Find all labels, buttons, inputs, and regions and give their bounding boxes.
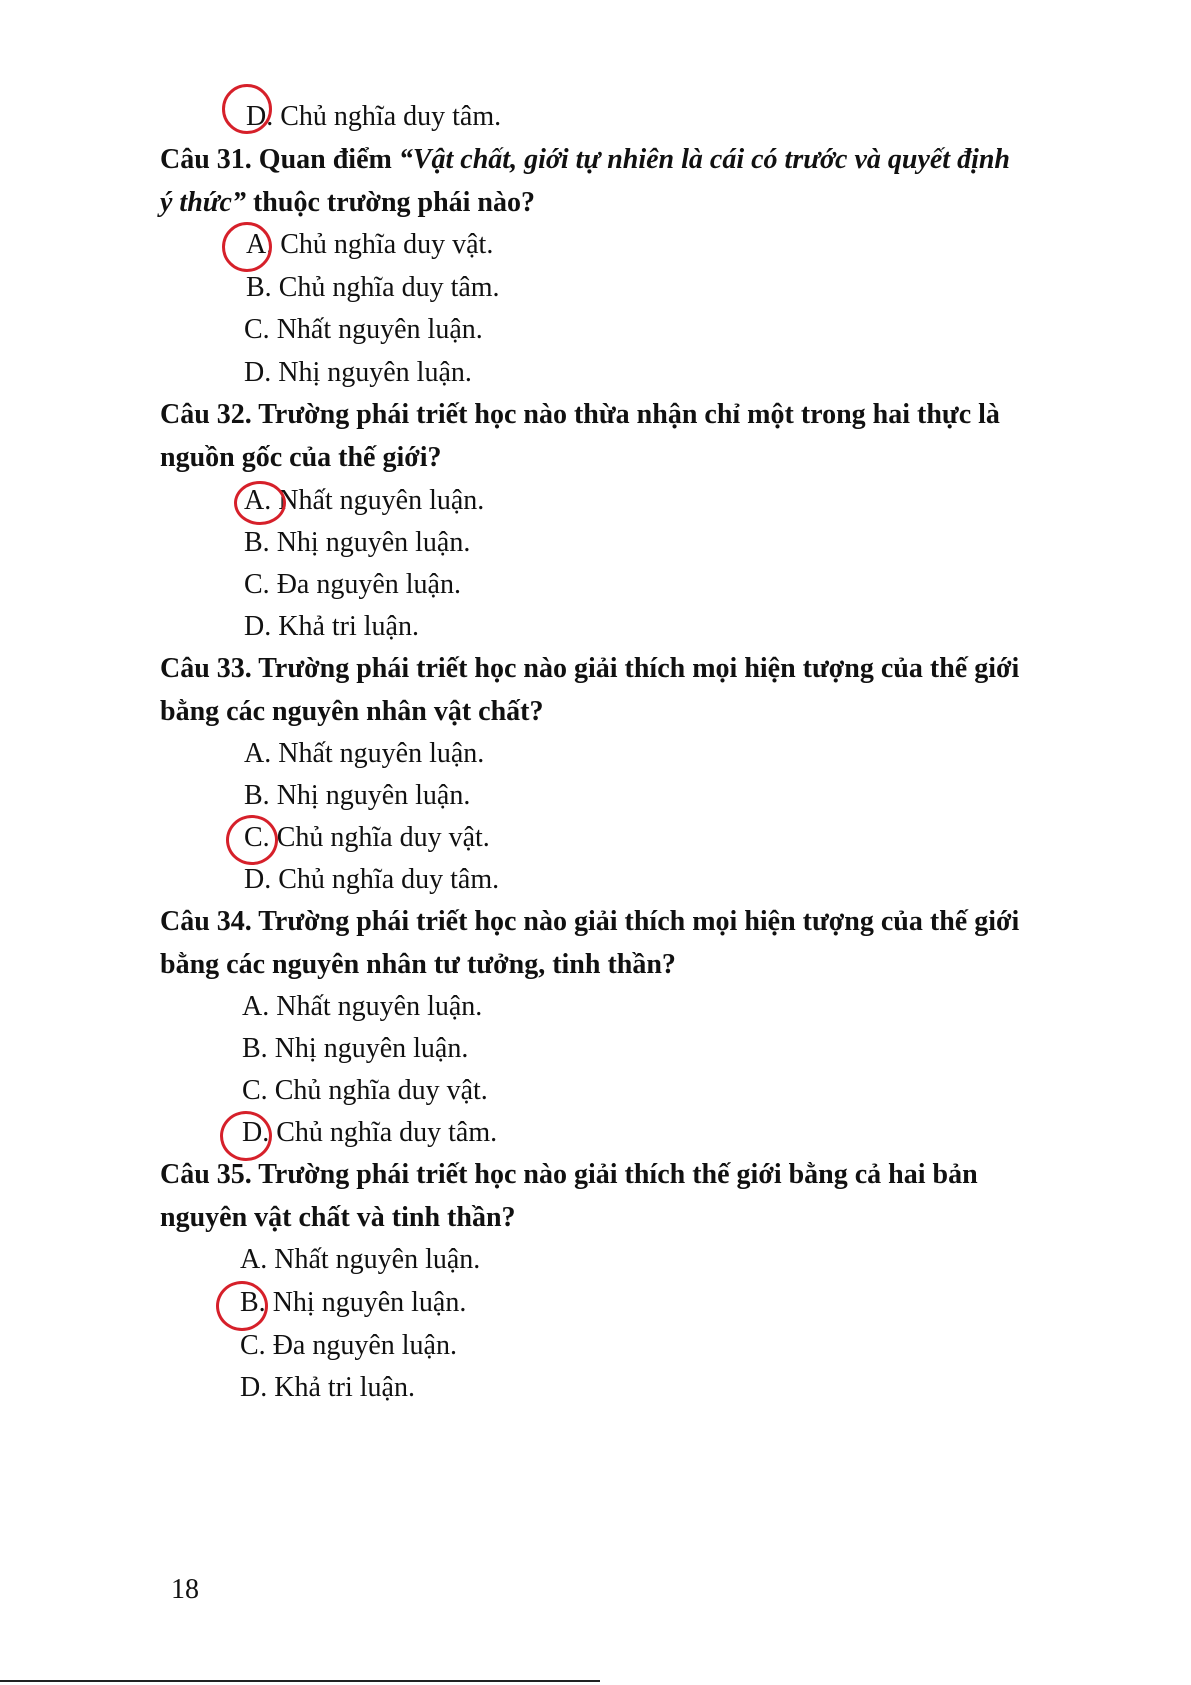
question-text: nguyên vật chất và tinh thần? (160, 1202, 516, 1233)
option-text: Nhất nguyên luận. (274, 1244, 481, 1275)
option-row (240, 1371, 415, 1405)
option-letter: D. (244, 864, 272, 895)
question-35-line-2 (160, 1201, 516, 1235)
option-row (244, 779, 470, 813)
option-row (240, 1329, 457, 1363)
option-text: Khả tri luận. (274, 1372, 415, 1403)
option-text: Nhất nguyên luận. (276, 991, 483, 1022)
question-32-line-1 (160, 398, 1000, 432)
option-text: Chủ nghĩa duy vật. (274, 1075, 488, 1106)
option-row (244, 526, 470, 560)
question-label: Câu 31. (160, 144, 252, 175)
question-label: Câu 34. (160, 906, 252, 937)
option-text: Nhị nguyên luận. (276, 527, 471, 558)
option-letter: D. (246, 101, 274, 132)
question-quote: ý thức” (160, 187, 246, 218)
question-text: Trường phái triết học nào thừa nhận chỉ một trong hai thực là (258, 399, 1000, 430)
option-letter: C. (244, 314, 270, 345)
option-letter: C. (244, 822, 270, 853)
option-text: Nhất nguyên luận. (278, 738, 485, 769)
option-text: Nhị nguyên luận. (272, 1287, 467, 1318)
option-row (244, 568, 461, 602)
question-32-line-2 (160, 441, 442, 475)
option-row (242, 990, 482, 1024)
option-row (244, 737, 484, 771)
question-text: Trường phái triết học nào giải thích mọi hiện tượng của thế giới (258, 653, 1020, 684)
option-letter: D. (242, 1117, 270, 1148)
option-letter: B. (246, 272, 272, 303)
question-text: nguồn gốc của thế giới? (160, 442, 442, 473)
option-text: Nhất nguyên luận. (276, 314, 483, 345)
option-text: Chủ nghĩa duy tâm. (280, 101, 502, 132)
page-number: 18 (171, 1574, 199, 1605)
option-row (242, 1116, 497, 1150)
option-letter: D. (244, 357, 272, 388)
option-row (242, 1074, 488, 1108)
question-text: Trường phái triết học nào giải thích mọi hiện tượng của thế giới (258, 906, 1020, 937)
option-letter: B. (244, 527, 270, 558)
option-letter: B. (244, 780, 270, 811)
option-row (244, 821, 490, 855)
option-letter: C. (242, 1075, 268, 1106)
option-row (246, 228, 493, 262)
question-34-line-2 (160, 948, 676, 982)
option-letter: B. (242, 1033, 268, 1064)
option-letter: B. (240, 1287, 266, 1318)
question-label: Câu 33. (160, 653, 252, 684)
question-text: Quan điểm (258, 144, 399, 175)
question-33-line-1 (160, 652, 1019, 686)
question-label: Câu 32. (160, 399, 252, 430)
option-text: Nhất nguyên luận. (278, 485, 485, 516)
question-text: bằng các nguyên nhân vật chất? (160, 696, 544, 727)
option-row (244, 863, 499, 897)
option-text: Khả tri luận. (278, 611, 419, 642)
option-row (244, 356, 472, 390)
option-row (242, 1032, 468, 1066)
option-text: Chủ nghĩa duy tâm. (278, 864, 500, 895)
option-letter: D. (240, 1372, 268, 1403)
question-34-line-1 (160, 905, 1019, 939)
option-row (240, 1286, 466, 1320)
option-letter: C. (244, 569, 270, 600)
bottom-divider (0, 1680, 600, 1682)
option-text: Chủ nghĩa duy tâm. (278, 272, 500, 303)
option-text: Nhị nguyên luận. (278, 357, 472, 388)
question-33-line-2 (160, 695, 544, 729)
question-text: thuộc trường phái nào? (245, 187, 536, 218)
option-text: Nhị nguyên luận. (276, 780, 471, 811)
option-text: Đa nguyên luận. (276, 569, 461, 600)
option-letter: A. (244, 485, 272, 516)
option-row (246, 271, 500, 305)
option-row (246, 100, 501, 134)
option-letter: A. (242, 991, 270, 1022)
option-text: Nhị nguyên luận. (274, 1033, 469, 1064)
question-31-line-1 (160, 143, 1010, 177)
option-letter: A. (240, 1244, 268, 1275)
option-row (244, 484, 484, 518)
option-text: Đa nguyên luận. (272, 1330, 457, 1361)
option-row (244, 313, 483, 347)
option-row (244, 610, 419, 644)
option-letter: C. (240, 1330, 266, 1361)
option-text: Chủ nghĩa duy tâm. (276, 1117, 498, 1148)
question-31-line-2 (160, 186, 535, 220)
question-quote: “Vật chất, giới tự nhiên là cái có trước và quyết định (398, 144, 1011, 175)
question-text: bằng các nguyên nhân tư tưởng, tinh thần? (160, 949, 676, 980)
option-text: Chủ nghĩa duy vật. (280, 229, 494, 260)
question-text: Trường phái triết học nào giải thích thế giới bằng cả hai bản (258, 1159, 978, 1190)
option-letter: A. (244, 738, 272, 769)
option-letter: A. (246, 229, 274, 260)
option-row (240, 1243, 480, 1277)
question-label: Câu 35. (160, 1159, 252, 1190)
option-letter: D. (244, 611, 272, 642)
option-text: Chủ nghĩa duy vật. (276, 822, 490, 853)
question-35-line-1 (160, 1158, 978, 1192)
